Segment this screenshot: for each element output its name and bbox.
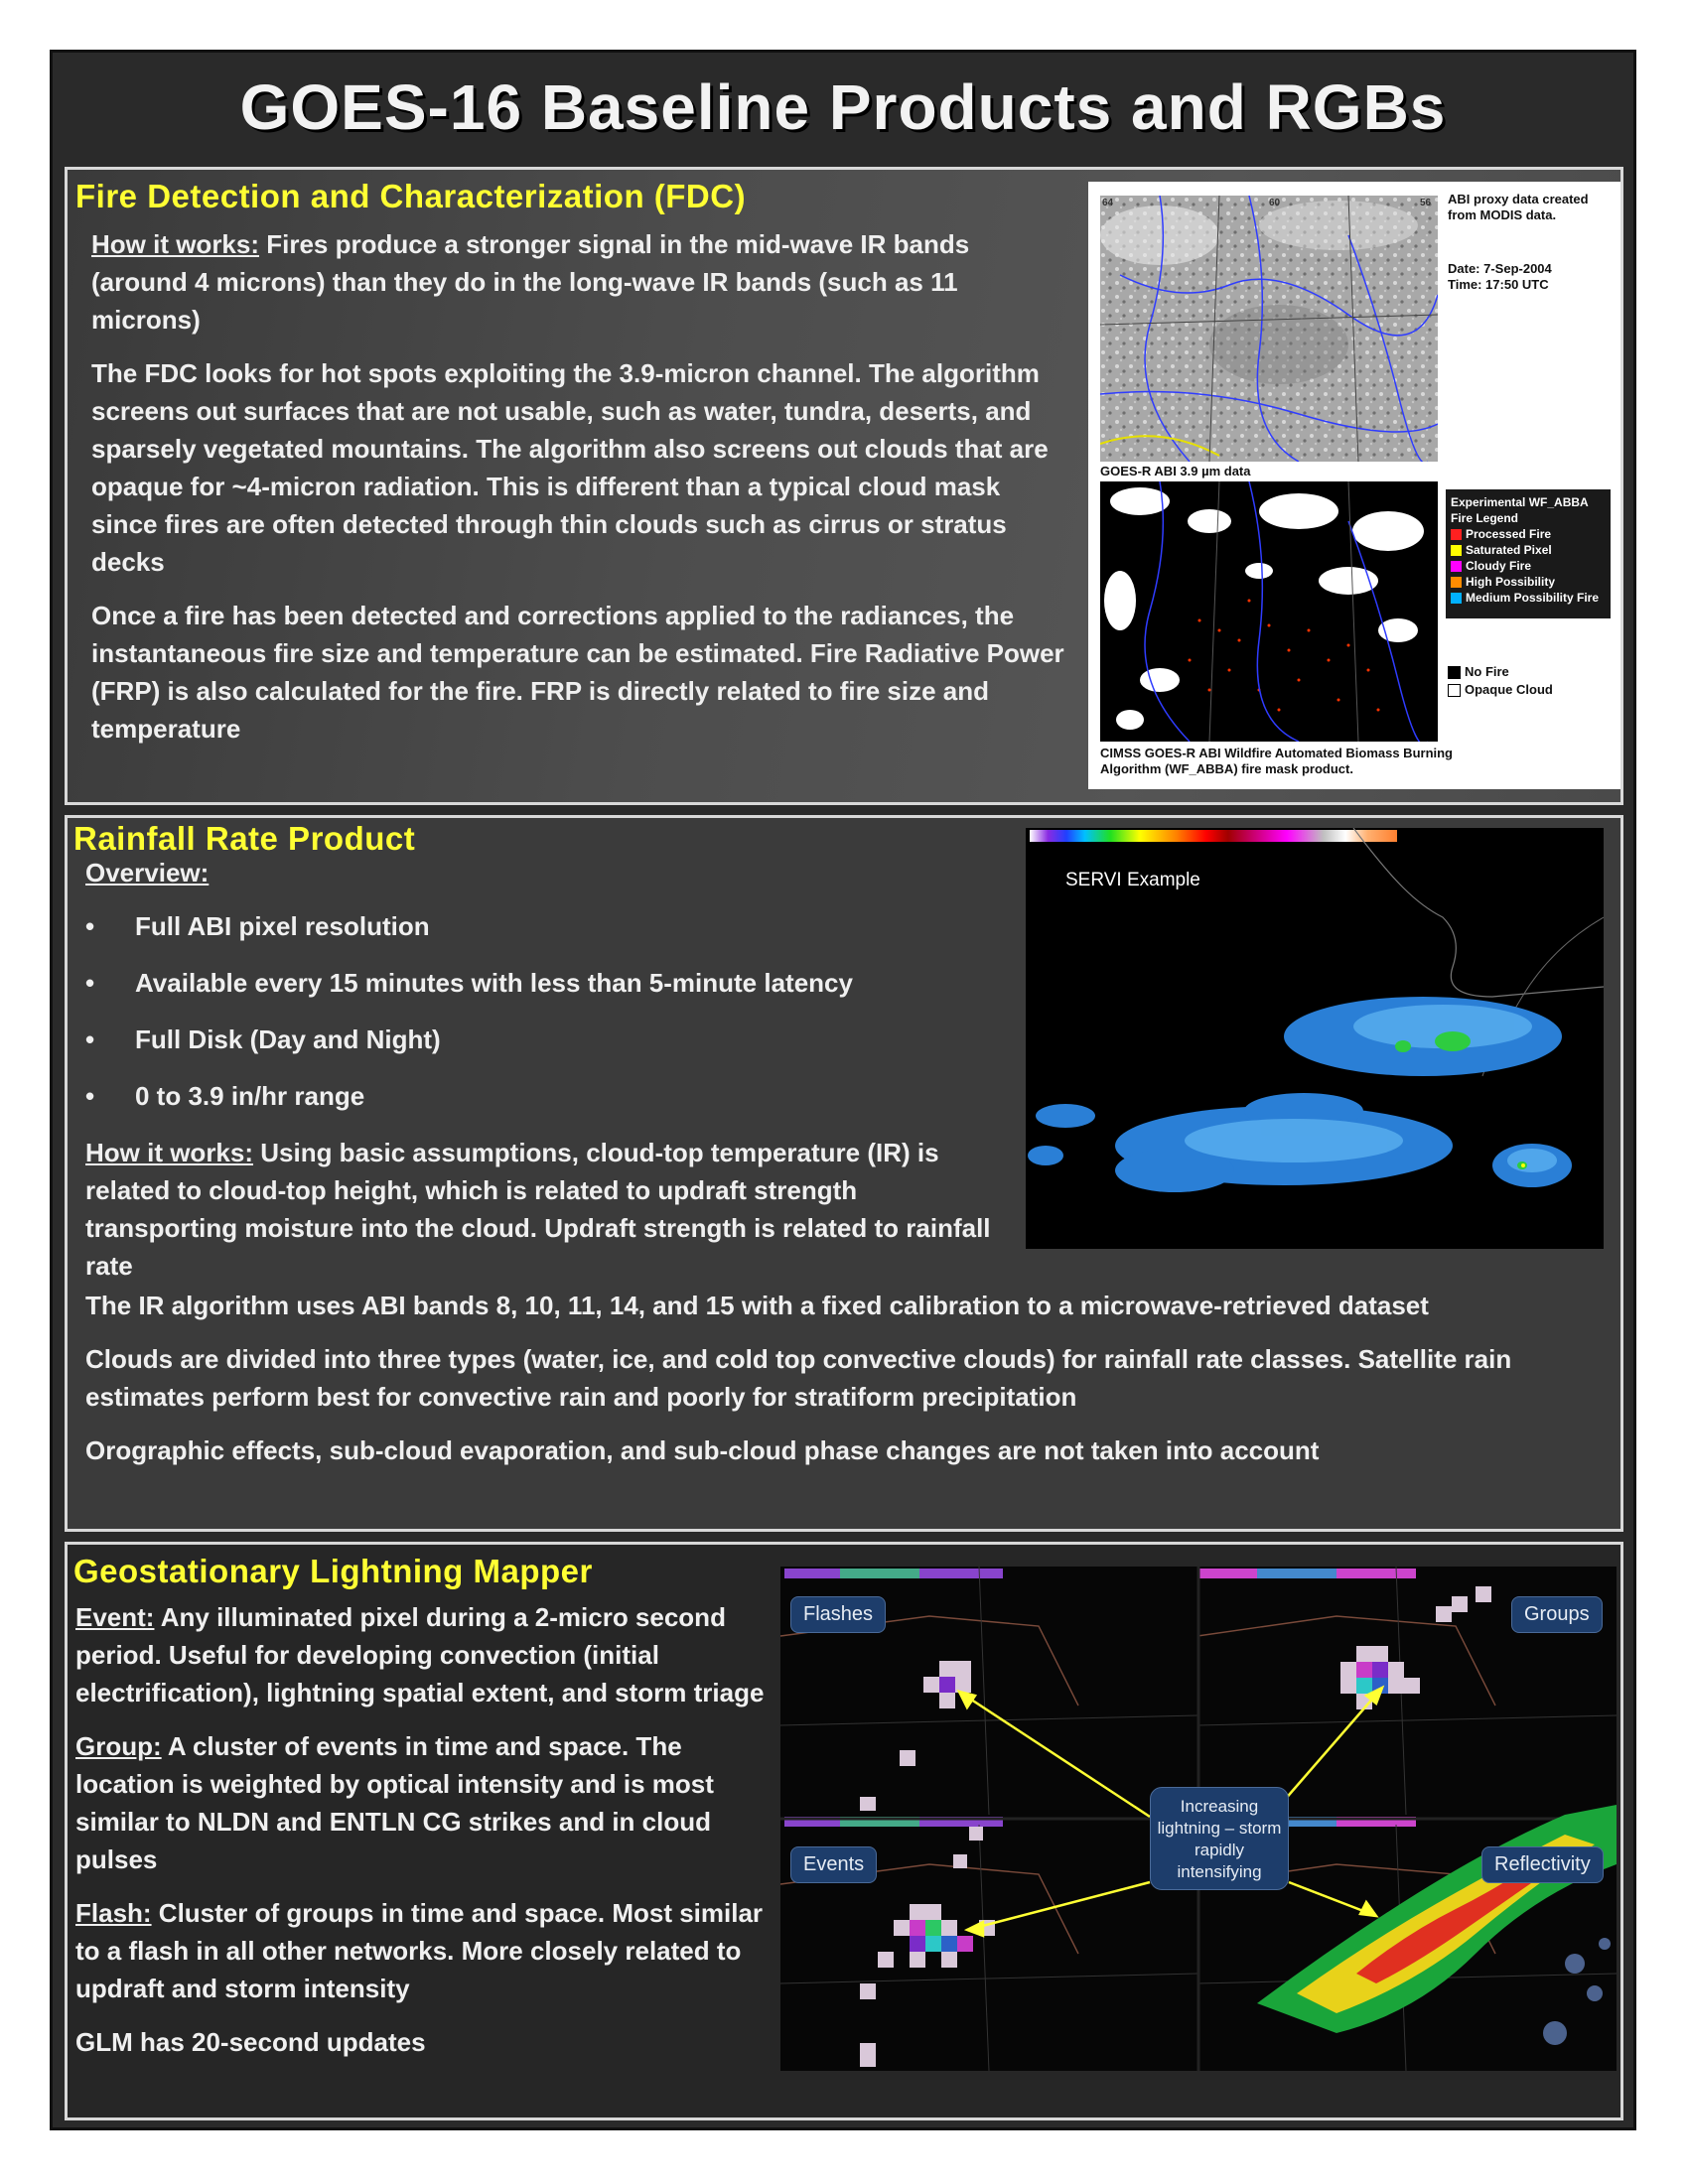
opaque-cloud-swatch [1448,684,1461,697]
fdc-paragraph-3: Once a fire has been detected and corrections applied to the radiances, the instantaneous fire size and temperature can be estimated. Fire Radiative Power (FRP) is also calculated for the fire. FRP is directly related to fire size and temperature [91,601,1064,744]
group-text: A cluster of events in time and space. The location is weighted by optical intensity and is most similar to NLDN and ENTLN CG strikes and in cloud pulses [75,1731,714,1874]
legend-no-fire [1448,664,1509,680]
flash-label: Flash: [75,1898,152,1928]
rainfall-figure [1026,828,1604,1249]
page-title: GOES-16 Baseline Products and RGBs [239,71,1447,143]
glm-updates: GLM has 20-second updates [75,2027,426,2057]
satellite-image-graphic [1100,196,1438,462]
opaque-cloud-label: Opaque Cloud [1465,682,1553,697]
rainfall-how-it-works [85,1134,999,1285]
groups-label: Groups [1511,1596,1603,1633]
rainfall-ir-paragraph: The IR algorithm uses ABI bands 8, 10, 11, 14, and 15 with a fixed calibration to a microwave-retrieved dataset [85,1291,1429,1320]
list-item: • Available every 15 minutes with less than 5-minute latency [85,964,999,1002]
rainfall-how-label: How it works: [85,1138,254,1167]
tick-label-56: 56 [1420,198,1432,208]
legend-item [1451,574,1606,590]
figure-time: Time: 17:50 UTC [1448,277,1549,292]
rainfall-upper-text [85,854,999,1300]
fdc-panel [65,167,1623,805]
proxy-note: ABI proxy data created from MODIS data. [1448,192,1589,222]
tick-label-60: 60 [1269,198,1281,208]
fire-mask-graphic [1100,481,1438,742]
legend-swatch [1451,593,1462,604]
legend-title: Experimental WF_ABBA Fire Legend [1451,495,1589,525]
legend-opaque-cloud [1448,682,1553,698]
glm-event [75,1598,771,1711]
fdc-how-it-works [91,225,1064,339]
legend-items [1451,526,1606,606]
rainfall-heading: Rainfall Rate Product [73,820,416,857]
list-item: • Full ABI pixel resolution [85,907,999,945]
legend-item-label: Saturated Pixel [1466,543,1552,557]
glm-heading: Geostationary Lightning Mapper [73,1553,593,1589]
glm-flash [75,1894,771,2007]
fdc-how-text: Fires produce a stronger signal in the mid-wave IR bands (around 4 microns) than they do in the long-wave IR bands (such as 11 microns) [91,229,970,335]
fdc-text [91,225,1064,763]
poster [50,50,1636,2130]
legend-item-label: Processed Fire [1466,527,1552,541]
fire-mask-image [1100,481,1438,742]
legend-swatch [1451,561,1462,572]
fdc-paragraph-2: The FDC looks for hot spots exploiting the 3.9-micron channel. The algorithm screens out surfaces that are not usable, such as water, tundra, deserts, and sparsely vegetated mountains. The algorithm also screens out clouds that are opaque for ~4-micron radiation. This is different than a typical cloud mask since fires are often detected through thin clouds such as cirrus or stratus decks [91,358,1049,577]
bottom-image-caption: CIMSS GOES-R ABI Wildfire Automated Biomass Burning Algorithm (WF_ABBA) fire mask product. [1100,746,1453,776]
legend-swatch [1451,529,1462,540]
servi-example-label: SERVI Example [1065,870,1200,890]
legend-item-label: High Possibility [1466,575,1556,589]
rainfall-lower-text [85,1287,1605,1485]
reflectivity-label: Reflectivity [1481,1846,1604,1883]
no-fire-swatch [1448,666,1461,679]
legend-item-label: Medium Possibility Fire [1466,591,1600,605]
list-item: • Full Disk (Day and Night) [85,1021,999,1058]
glm-figure [780,1567,1617,2071]
fdc-how-label: How it works: [91,229,260,259]
fire-legend [1446,489,1611,618]
legend-swatch [1451,577,1462,588]
glm-panel [65,1542,1623,2120]
event-label: Event: [75,1602,155,1632]
no-fire-label: No Fire [1465,664,1509,679]
center-note: Increasing lightning – storm rapidly intensifying [1150,1787,1289,1890]
legend-swatch [1451,545,1462,556]
satellite-3-9-micron-image [1100,196,1438,462]
legend-item [1451,526,1606,542]
tick-label-64: 64 [1102,198,1114,208]
legend-item [1451,558,1606,574]
rainfall-orographic-paragraph: Orographic effects, sub-cloud evaporation, and sub-cloud phase changes are not taken into account [85,1435,1320,1465]
top-image-caption: GOES-R ABI 3.9 µm data [1100,464,1251,478]
figure-date: Date: 7-Sep-2004 [1448,261,1552,276]
flashes-label: Flashes [790,1596,886,1633]
glm-group [75,1727,771,1878]
flash-text: Cluster of groups in time and space. Most similar to a flash in all other networks. More closely related to updraft and storm intensity [75,1898,764,2003]
overview-label: Overview: [85,858,210,887]
glm-text [75,1598,771,2077]
events-label: Events [790,1846,877,1883]
rainfall-bullets [85,907,999,1115]
legend-item [1451,542,1606,558]
fdc-heading: Fire Detection and Characterization (FDC) [75,178,747,214]
group-label: Group: [75,1731,162,1761]
rainfall-clouds-paragraph: Clouds are divided into three types (water, ice, and cold top convective clouds) for rainfall rate classes. Satellite rain estimates perform best for convective rain and poorly for stratiform precipitation [85,1344,1512,1412]
rainfall-how-text: Using basic assumptions, cloud-top temperature (IR) is related to cloud-top height, which is related to updraft strength transporting moisture into the cloud. Updraft strength is related to rainfall rate [85,1138,991,1281]
list-item: • 0 to 3.9 in/hr range [85,1077,999,1115]
legend-item [1451,590,1606,606]
rainfall-panel [65,815,1623,1532]
event-text: Any illuminated pixel during a 2-micro second period. Useful for developing convection (initial electrification), lightning spatial extent, and storm triage [75,1602,765,1707]
fdc-figure [1088,182,1620,789]
legend-item-label: Cloudy Fire [1466,559,1532,573]
